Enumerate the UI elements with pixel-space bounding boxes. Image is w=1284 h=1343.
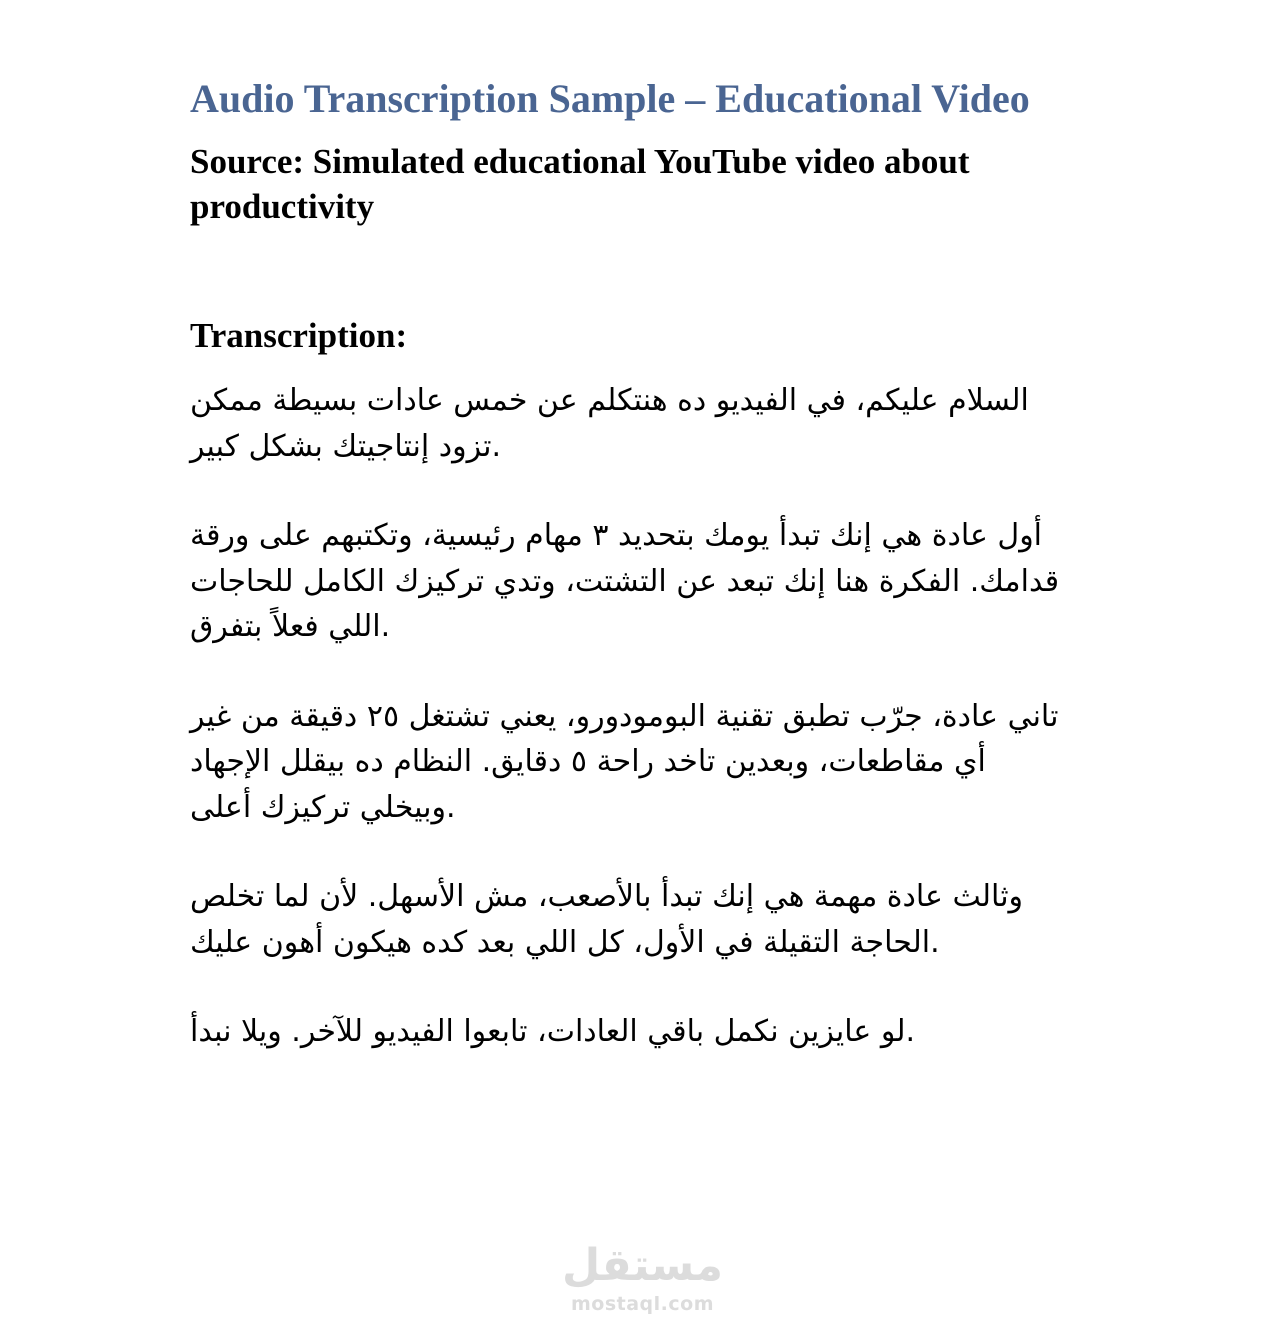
transcript-paragraph <box>190 378 1090 469</box>
transcript-line: لو عايزين نكمل باقي العادات، تابعوا الفيديو للآخر. ويلا نبدأ. <box>190 1014 916 1049</box>
transcript-line: الحاجة التقيلة في الأول، كل اللي بعد كده هيكون أهون عليك. <box>190 924 940 960</box>
watermark-logo: مستقل <box>562 1240 723 1291</box>
transcript-paragraph <box>190 874 1090 965</box>
transcript-paragraph <box>190 1009 1090 1055</box>
transcript-line: وثالث عادة مهمة هي إنك تبدأ بالأصعب، مش الأسهل. لأن لما تخلص <box>190 879 1024 914</box>
transcription-body <box>190 378 1090 1055</box>
transcript-paragraph <box>190 694 1090 831</box>
transcript-line: اللي فعلاً بتفرق. <box>190 609 391 644</box>
transcript-paragraph <box>190 513 1090 650</box>
watermark-url: mostaql.com <box>570 1293 714 1315</box>
transcript-line: السلام عليكم، في الفيديو ده هنتكلم عن خمس عادات بسيطة ممكن <box>190 383 1029 418</box>
transcript-line: تزود إنتاجيتك بشكل كبير. <box>190 428 502 464</box>
transcript-line: أي مقاطعات، وبعدين تاخد راحة ٥ دقايق. النظام ده بيقلل الإجهاد <box>190 744 986 779</box>
mostaql-watermark <box>560 1240 725 1320</box>
transcript-line: أول عادة هي إنك تبدأ يومك بتحديد ٣ مهام رئيسية، وتكتبهم على ورقة <box>190 518 1043 553</box>
document-title: Audio Transcription Sample – Educational Video <box>190 76 1030 121</box>
transcript-line: وبيخلي تركيزك أعلى. <box>190 789 456 825</box>
transcript-line: تاني عادة، جرّب تطبق تقنية البومودورو، يعني تشتغل ٢٥ دقيقة من غير <box>190 698 1059 734</box>
source-line: Source: Simulated educational YouTube video about productivity <box>190 142 970 226</box>
transcription-label: Transcription: <box>190 316 408 355</box>
document-page <box>190 72 1090 1099</box>
transcript-line: قدامك. الفكرة هنا إنك تبعد عن التشتت، وتدي تركيزك الكامل للحاجات <box>190 563 1060 599</box>
